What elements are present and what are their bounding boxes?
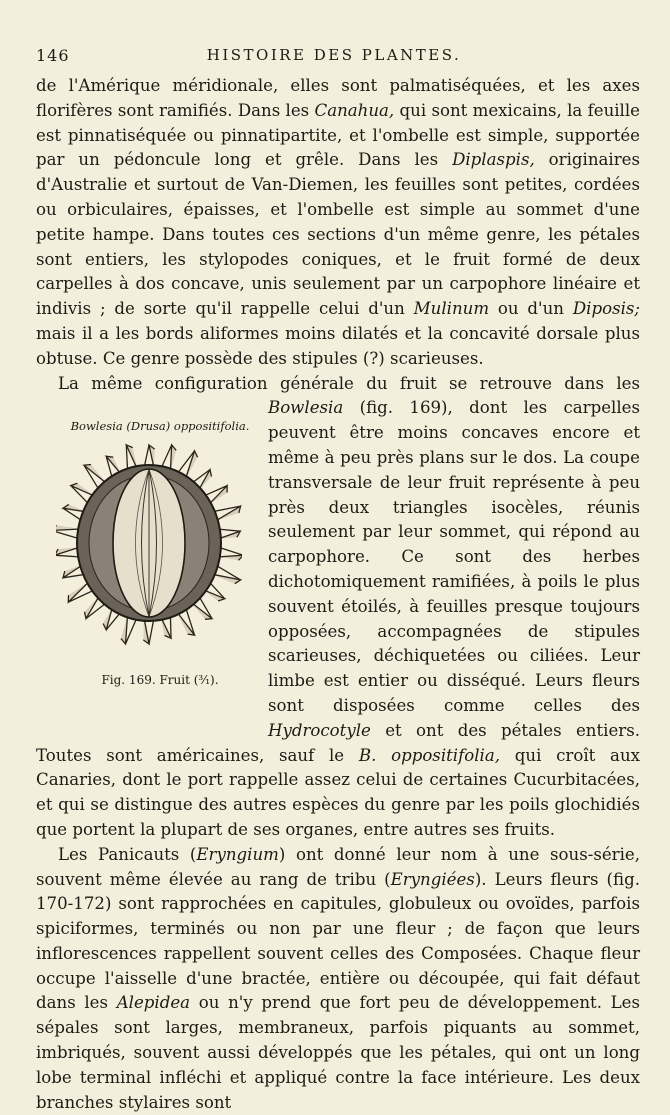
paragraph-2: La même configuration générale du fruit se retrouve dans les Bowlesia Bowlesia (Drusa) oppositifolia. Fig. 169. Fruit (³⁄₁). (fig. 169), dont les carpelles peuvent être moins concaves encore et même à peu près plans sur le dos. La coupe transversale de leur fruit représente à peu près deux triangles isocèles, réunis seulement par leur sommet, qui répond au carpophore. Ce sont des herbes dichotomiquement ramifiées, à poils le plus souvent étoilés, à feuilles presque toujours opposées, accompagnées de stipules scarieuses, déchiquetées ou ciliées. Leur limbe est entier ou disséqué. Leurs fleurs sont disposées comme celles des Hydrocotyle et ont des pétales entiers. Toutes sont américaines, sauf le B. oppositifolia, qui croît aux Canaries, dont le port rappelle assez celui de certaines Cucurbitacées, et qui se distingue des autres espèces du genre par les poils glochidiés que portent la plupart de ses organes, entre autres ses fruits. xyxy=(36,373,640,839)
figure-caption: Fig. 169. Fruit (³⁄₁). xyxy=(101,673,219,688)
paragraph-3: Les Panicauts (Eryngium) ont donné leur nom à une sous-série, souvent même élevée au rang de tribu (Eryngiées). Leurs fleurs (fig. 170-172) sont rapprochées en capitules, globuleux ou ovoïdes, parfois spiciformes, terminés ou non par une fleur ; de façon que leurs inflorescences rappellent souvent celles des Composées. Chaque fleur occupe l'aisselle d'une bractée, entière ou découpée, qui fait défaut dans les Alepidea ou n'y prend que fort peu de développement. Les sépales sont larges, membraneux, parfois piquants au sommet, imbriqués, souvent aussi développés que les pétales, qui ont un long lobe terminal infléchi et appliqué contre la face intérieure. Les deux branches stylaires sont xyxy=(36,844,641,1112)
page-number: 146 xyxy=(36,46,70,65)
running-title: HISTOIRE DES PLANTES. xyxy=(206,46,462,64)
paragraph-1: de l'Amérique méridionale, elles sont palmatiséquées, et les axes florifères sont ramifiés. Dans les Canahua, qui sont mexicains, la feuille est pinnatiséquée ou pinnatipartite, et l'ombelle est simple, supportée par un pédoncule long et grêle. Dans les Diplaspis, originaires d'Australie et surtout de Van-Diemen, les feuilles sont petites, cordées ou orbiculaires, épaisses, et l'ombelle est simple au sommet d'une petite hampe. Dans toutes ces sections d'un même genre, les pétales sont entiers, les stylopodes coniques, et le fruit formé de deux carpelles à dos concave, unis seulement par un carpophore linéaire et indivis ; de sorte qu'il rappelle celui d'un Mulinum ou d'un Diposis; mais il a les bords aliformes moins dilatés et la concavité dorsale plus obtuse. Ce genre possède des stipules (?) scarieuses. xyxy=(36,76,640,368)
figure-169 xyxy=(42,396,256,738)
body-text xyxy=(36,74,640,1115)
figure-title: Bowlesia (Drusa) oppositifolia. xyxy=(70,419,250,434)
bowlesia-fruit-illustration xyxy=(56,438,242,652)
page-header xyxy=(36,46,632,70)
